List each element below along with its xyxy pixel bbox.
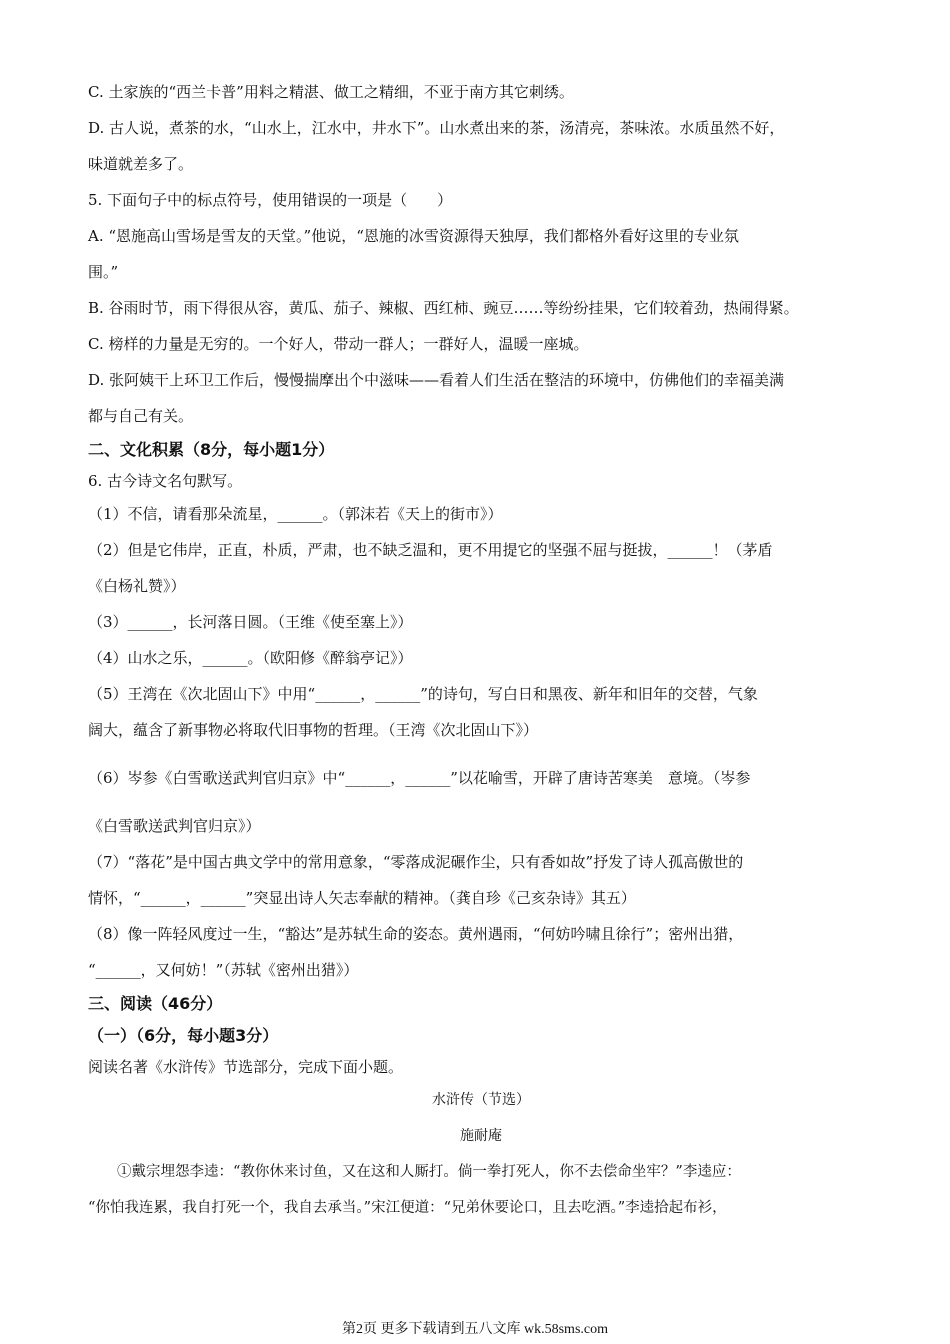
q6-item6-line1: （6）岑参《白雪歌送武判官归京》中“______，______”以花喻雪，开辟了唐诗苦寒美 意境。（岑参 xyxy=(88,769,751,787)
q5-option-d-line2: 都与自己有关。 xyxy=(88,407,194,425)
q6-item2-line2: 《白杨礼赞》） xyxy=(88,577,186,595)
q4-option-d-line1: D. 古人说，煮茶的水，“山水上，江水中，井水下”。山水煮出来的茶，汤清亮，茶味浓。水质虽然不好， xyxy=(88,119,785,137)
q6-item5-line2: 阔大，蕴含了新事物必将取代旧事物的哲理。（王湾《次北固山下》） xyxy=(88,721,539,739)
q6-stem: 6. 古今诗文名句默写。 xyxy=(88,472,243,490)
q6-item4: （4）山水之乐，______。（欧阳修《醉翁亭记》） xyxy=(88,649,413,667)
q6-item2-line1: （2）但是它伟岸，正直，朴质，严肃，也不缺乏温和，更不用提它的坚强不屈与挺拔，______！（茅盾 xyxy=(88,541,773,559)
section3-sub-heading: （一）（6分，每小题3分） xyxy=(88,1026,279,1045)
q6-item6-line2: 《白雪歌送武判官归京》） xyxy=(88,817,261,835)
q5-stem: 5. 下面句子中的标点符号，使用错误的一项是（ ） xyxy=(88,191,453,209)
q5-option-c: C. 榜样的力量是无穷的。一个好人，带动一群人；一群好人，温暖一座城。 xyxy=(88,335,589,353)
q6-item7-line1: （7）“落花”是中国古典文学中的常用意象，“零落成泥碾作尘，只有香如故”抒发了诗人孤高傲世的 xyxy=(88,853,744,871)
excerpt-para1-line1: ①戴宗埋怨李逵：“教你休来讨鱼，又在这和人厮打。倘一拳打死人，你不去偿命坐牢？”李逵应： xyxy=(117,1164,741,1180)
q6-item8-line2: “______，又何妨！”（苏轼《密州出猎》） xyxy=(88,961,359,979)
q5-option-a-line1: A. “恩施高山雪场是雪友的天堂。”他说，“恩施的冰雪资源得天独厚，我们都格外看好这里的专业氛 xyxy=(88,227,739,245)
q5-option-a-line2: 围。” xyxy=(88,263,119,281)
q6-item8-line1: （8）像一阵轻风度过一生，“豁达”是苏轼生命的姿态。黄州遇雨，“何妨吟啸且徐行”；密州出猎， xyxy=(88,925,744,943)
q5-option-b: B. 谷雨时节，雨下得很从容，黄瓜、茄子、辣椒、西红柿、豌豆……等纷纷挂果，它们较着劲，热闹得紧。 xyxy=(88,299,799,317)
q6-item1: （1）不信，请看那朵流星，______。（郭沫若《天上的街市》） xyxy=(88,505,503,523)
q5-option-d-line1: D. 张阿姨干上环卫工作后，慢慢揣摩出个中滋味——看着人们生活在整洁的环境中，仿佛他们的幸福美满 xyxy=(88,371,785,389)
excerpt-title: 水浒传（节选） xyxy=(432,1092,530,1108)
section3-heading: 三、阅读（46分） xyxy=(88,994,223,1013)
excerpt-author: 施耐庵 xyxy=(460,1128,502,1144)
q4-option-c: C. 土家族的“西兰卡普”用料之精湛、做工之精细，不亚于南方其它刺绣。 xyxy=(88,83,574,101)
q4-option-d-line2: 味道就差多了。 xyxy=(88,155,194,173)
spacer xyxy=(88,796,874,808)
q6-item5-line1: （5）王湾在《次北固山下》中用“______，______”的诗句，写白日和黑夜、新年和旧年的交替，气象 xyxy=(88,685,758,703)
section2-heading: 二、文化积累（8分，每小题1分） xyxy=(88,440,335,459)
document-page xyxy=(88,74,874,1226)
reading-instruction: 阅读名著《水浒传》节选部分，完成下面小题。 xyxy=(88,1058,404,1076)
excerpt-para1-line2: “你怕我连累，我自打死一个，我自去承当。”宋江便道：“兄弟休要论口，且去吃酒。”李逵拾起布衫， xyxy=(88,1200,727,1216)
spacer xyxy=(88,748,874,760)
q6-item7-line2: 情怀，“______，______”突显出诗人矢志奉献的精神。（龚自珍《己亥杂诗》其五） xyxy=(88,889,636,907)
page-footer: 第2页 更多下载请到五八文库 wk.58sms.com xyxy=(342,1322,608,1337)
q6-item3: （3）______，长河落日圆。（王维《使至塞上》） xyxy=(88,613,413,631)
